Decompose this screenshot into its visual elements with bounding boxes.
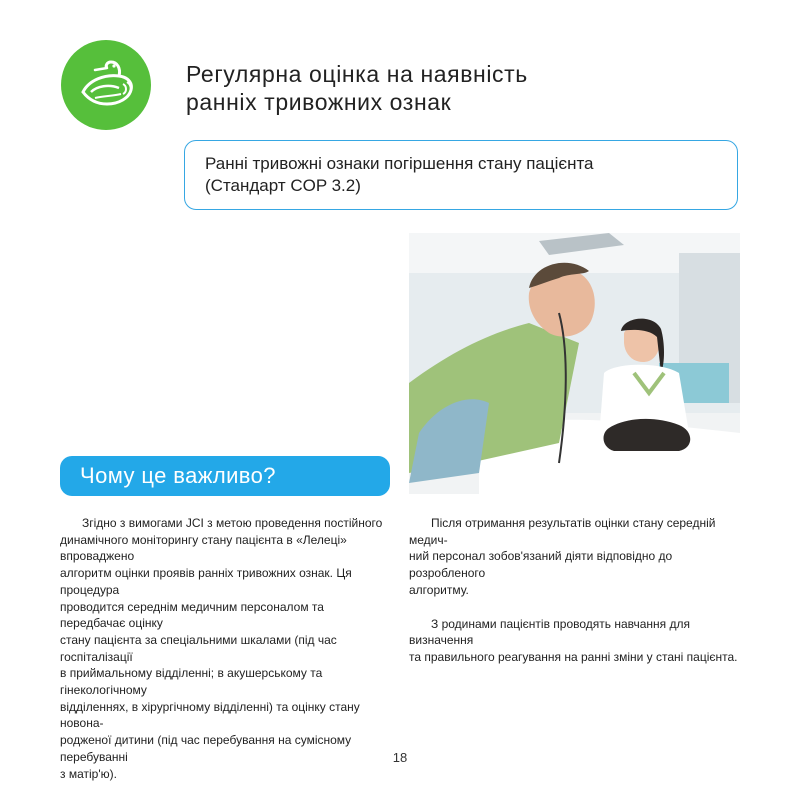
left-paragraph [60, 515, 386, 782]
photo-illustration [409, 233, 740, 494]
right-paragraph-1 [409, 515, 739, 599]
right-line: З родинами пацієнтів проводять навчання для визначення [409, 616, 691, 648]
left-column-text [60, 515, 386, 782]
clinic-logo [61, 40, 151, 130]
page-number: 18 [392, 750, 408, 765]
left-line: алгоритм оцінки проявів ранніх тривожних ознак. Ця процедура [60, 566, 352, 597]
left-line: з матір'ю). [60, 766, 117, 781]
title-line-2: ранніх тривожних ознак [186, 89, 452, 115]
left-line: родженої дитини (під час перебування на сумісному перебуванні [60, 733, 352, 764]
right-line: Після отримання результатів оцінки стану середній медич- [409, 516, 716, 547]
standard-line-2: (Стандарт COP 3.2) [205, 176, 361, 195]
left-line: стану пацієнта за спеціальними шкалами (під час госпіталізації [60, 632, 337, 664]
left-line: відділеннях, в хірургічному відділенні) та оцінку стану новона- [60, 699, 360, 731]
right-line: алгоритму. [409, 582, 469, 597]
left-line: Згідно з вимогами JCI з метою проведення постійного [82, 516, 383, 530]
left-line: проводится середнім медичним персоналом та передбачає оцінку [60, 599, 324, 631]
right-paragraph-2 [409, 616, 739, 666]
left-line: динамічного моніторингу стану пацієнта в «Лелеці» впроваджено [60, 532, 347, 564]
title-line-1: Регулярна оцінка на наявність [186, 61, 528, 87]
standard-line-1: Ранні тривожні ознаки погіршення стану пацієнта [205, 154, 594, 173]
right-column-text [409, 515, 739, 666]
medical-staff-photo [409, 233, 740, 494]
right-line: та правильного реагування на ранні зміни у стані пацієнта. [409, 649, 738, 664]
why-important-heading: Чому це важливо? [60, 456, 390, 496]
right-line: ний персонал зобов'язаний діяти відповідно до розробленого [409, 549, 673, 581]
stork-logo-icon [61, 40, 151, 130]
page-title [186, 60, 746, 116]
standard-box [184, 140, 738, 210]
left-line: в приймальному відділенні; в акушерському та гінекологічному [60, 666, 323, 698]
